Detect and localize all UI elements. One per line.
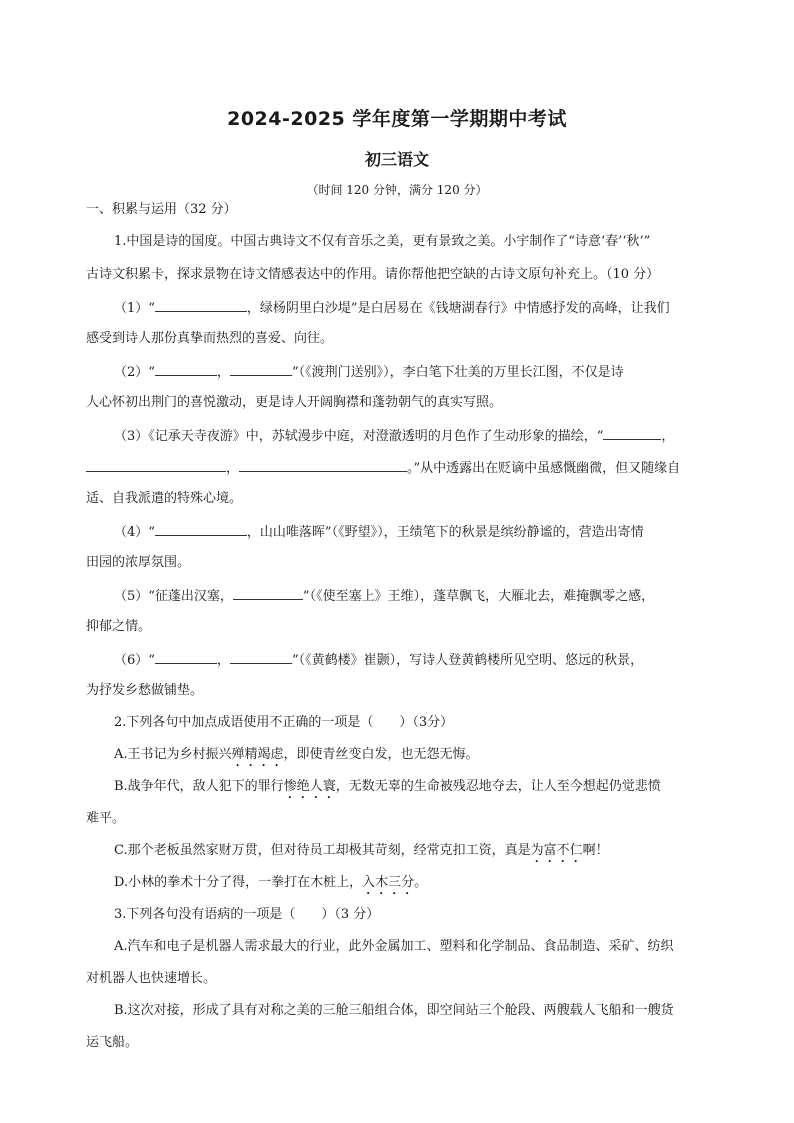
q1-sub2-comma: ， [216, 365, 230, 380]
q1-sub3-text: （3）《记承天寺夜游》中，苏轼漫步中庭，对澄澈透明的月色作了生动形象的描绘，“ [114, 429, 604, 444]
exam-title: 2024-2025 学年度第一学期期中考试 [227, 108, 567, 130]
q2-option-a[interactable] [114, 745, 716, 770]
answer-blank[interactable] [603, 425, 661, 440]
q2-a-text-end: ，即使青丝变白发，也无怨无悔。 [283, 747, 479, 762]
q1-sub6-line2: 为抒发乡愁做铺垫。 [86, 683, 204, 698]
q1-sub1-prefix: （1）“ [114, 301, 155, 316]
q3-option-b-line2: 运飞船。 [86, 1035, 139, 1050]
q1-sub1-line1 [114, 297, 716, 319]
answer-blank[interactable] [239, 457, 407, 472]
q1-sub3-end: 。”从中透露出在贬谪中虽感慨幽微，但又随缘自 [407, 461, 681, 476]
q1-sub1-line2: 感受到诗人那份真挚而热烈的喜爱、向往。 [86, 331, 334, 346]
q1-sub4-text: ，山山唯落晖”（《野望》），王绩笔下的秋景是缤纷静谧的，营造出寄情 [246, 525, 644, 540]
q1-sub2-line2: 人心怀初出荆门的喜悦激动，更是诗人开阔胸襟和蓬勃朝气的真实写照。 [86, 395, 503, 410]
q1-sub1-text: ，绿杨阴里白沙堤”是白居易在《钱塘湖春行》中情感抒发的高峰，让我们 [246, 301, 670, 316]
q1-sub3-line3: 适、自我派遣的特殊心境。 [86, 491, 243, 506]
section-heading: 一、积累与运用（32 分） [86, 202, 237, 217]
q1-sub3-line2 [86, 457, 716, 479]
q2-option-c[interactable] [114, 841, 716, 866]
answer-blank[interactable] [155, 649, 217, 664]
q1-stem-line1: 1.中国是诗的国度。中国古典诗文不仅有音乐之美，更有景致之美。小宇制作了“诗意‘春’‘秋’” [114, 234, 651, 249]
answer-blank[interactable] [230, 361, 292, 376]
q1-sub4-line1 [114, 521, 716, 543]
q2-d-text-end: 。 [414, 875, 428, 890]
q1-sub3-line1 [114, 425, 716, 447]
q1-sub6-line1 [114, 649, 716, 671]
answer-blank[interactable] [233, 585, 303, 600]
q2-b-text-end: ，无数无辜的生命被残忍地夺去，让人至今想起仍觉悲愤 [335, 779, 661, 794]
q1-sub3-comma: ， [661, 429, 675, 444]
answer-blank[interactable] [86, 457, 226, 472]
exam-subject: 初三语文 [364, 150, 429, 169]
q1-sub2-text: ”（《渡荆门送别》），李白笔下壮美的万里长江图，不仅是诗 [291, 365, 624, 380]
q1-sub6-prefix: （6）“ [114, 653, 155, 668]
q2-c-idiom: 为富不仁 [530, 843, 583, 858]
q1-sub2-prefix: （2）“ [114, 365, 155, 380]
q1-sub5-line1 [114, 585, 716, 607]
q2-a-idiom: 殚精竭虑 [231, 747, 284, 762]
q2-option-d[interactable] [114, 873, 716, 898]
q2-c-text: C.那个老板虽然家财万贯，但对待员工却极其苛刻，经常克扣工资，真是 [114, 843, 531, 858]
q1-stem-line2: 古诗文积累卡，探求景物在诗文情感表达中的作用。请你帮他把空缺的古诗文原句补充上。（10 分） [86, 267, 660, 282]
q1-sub2-line1 [114, 361, 716, 383]
q2-c-text-end: 啊！ [582, 843, 609, 858]
exam-time-info: （时间 120 分钟，满分 120 分） [306, 183, 488, 197]
q3-stem: 3.下列各句没有语病的一项是（ ）（3 分） [114, 907, 380, 922]
answer-blank[interactable] [155, 521, 247, 536]
q2-b-idiom: 惨绝人寰 [283, 779, 336, 794]
q2-option-b-line2: 难平。 [86, 811, 126, 826]
answer-blank[interactable] [230, 649, 292, 664]
q2-b-text: B.战争年代，敌人犯下的罪行 [114, 779, 284, 794]
q1-sub4-line2: 田园的浓厚氛围。 [86, 555, 191, 570]
q1-sub5-line2: 抑郁之情。 [86, 619, 152, 634]
q1-sub3-mid: ， [226, 461, 240, 476]
q3-option-a[interactable]: A.汽车和电子是机器人需求最大的行业，此外金属加工、塑料和化学制品、食品制造、采矿、纺织 [114, 939, 674, 954]
q2-a-text: A.王书记为乡村振兴 [114, 747, 232, 762]
q1-sub6-text: ”（《黄鹤楼》崔颢），写诗人登黄鹤楼所见空明、悠远的秋景， [291, 653, 644, 668]
q2-d-text: D.小林的拳术十分了得，一拳打在木桩上， [114, 875, 363, 890]
q1-sub4-prefix: （4）“ [114, 525, 155, 540]
q2-d-idiom: 入木三分 [362, 875, 415, 890]
q2-stem: 2.下列各句中加点成语使用不正确的一项是（ ）（3分） [114, 715, 454, 730]
q1-sub6-comma: ， [216, 653, 230, 668]
answer-blank[interactable] [155, 361, 217, 376]
q2-option-b[interactable] [114, 777, 716, 802]
q3-option-a-line2: 对机器人也快速增长。 [86, 971, 217, 986]
q1-sub5-text: ”（《使至塞上》王维），蓬草飘飞，大雁北去，难掩飘零之感， [302, 589, 655, 604]
q1-sub5-prefix: （5）“征蓬出汉塞， [114, 589, 233, 604]
q3-option-b[interactable]: B.这次对接，形成了具有对称之美的三舱三船组合体，即空间站三个舱段、两艘载人飞船和一艘货 [114, 1003, 674, 1018]
answer-blank[interactable] [155, 297, 247, 312]
